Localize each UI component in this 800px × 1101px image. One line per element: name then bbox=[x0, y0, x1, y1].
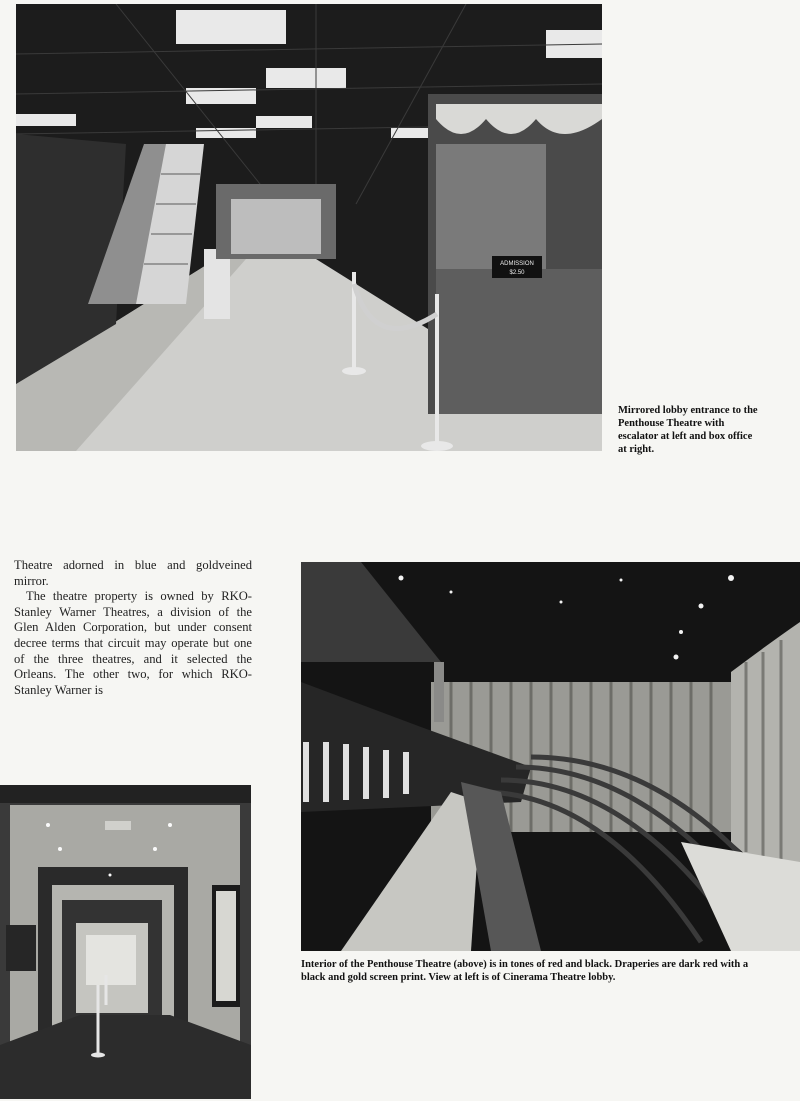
article-paragraph-2: The theatre property is owned by RKO-Stanley Warner Theatres, a division of the Glen Alden Corporation, but under consent decree terms that circuit may operate but one of the three theatres, and it selected the Orleans. The other two, for which RKO-Stanley Warner is bbox=[14, 589, 252, 697]
admission-sign: ADMISSION bbox=[500, 261, 534, 267]
lobby-caption: Mirrored lobby entrance to the Penthouse Theatre with escalator at left and box office at right. bbox=[618, 405, 758, 455]
article-body bbox=[14, 558, 252, 698]
article-paragraph-1: Theatre adorned in blue and goldveined mirror. bbox=[14, 558, 252, 588]
admission-price: $2.50 bbox=[509, 270, 525, 276]
theatre-interior-photo bbox=[301, 562, 800, 951]
lobby-entrance-photo bbox=[16, 4, 602, 451]
interior-caption: Interior of the Penthouse Theatre (above) is in tones of red and black. Draperies are dark red with a black and gold screen print. View at left is of Cinerama Theatre lobby. bbox=[301, 959, 749, 983]
cinerama-lobby-photo bbox=[0, 785, 251, 1099]
